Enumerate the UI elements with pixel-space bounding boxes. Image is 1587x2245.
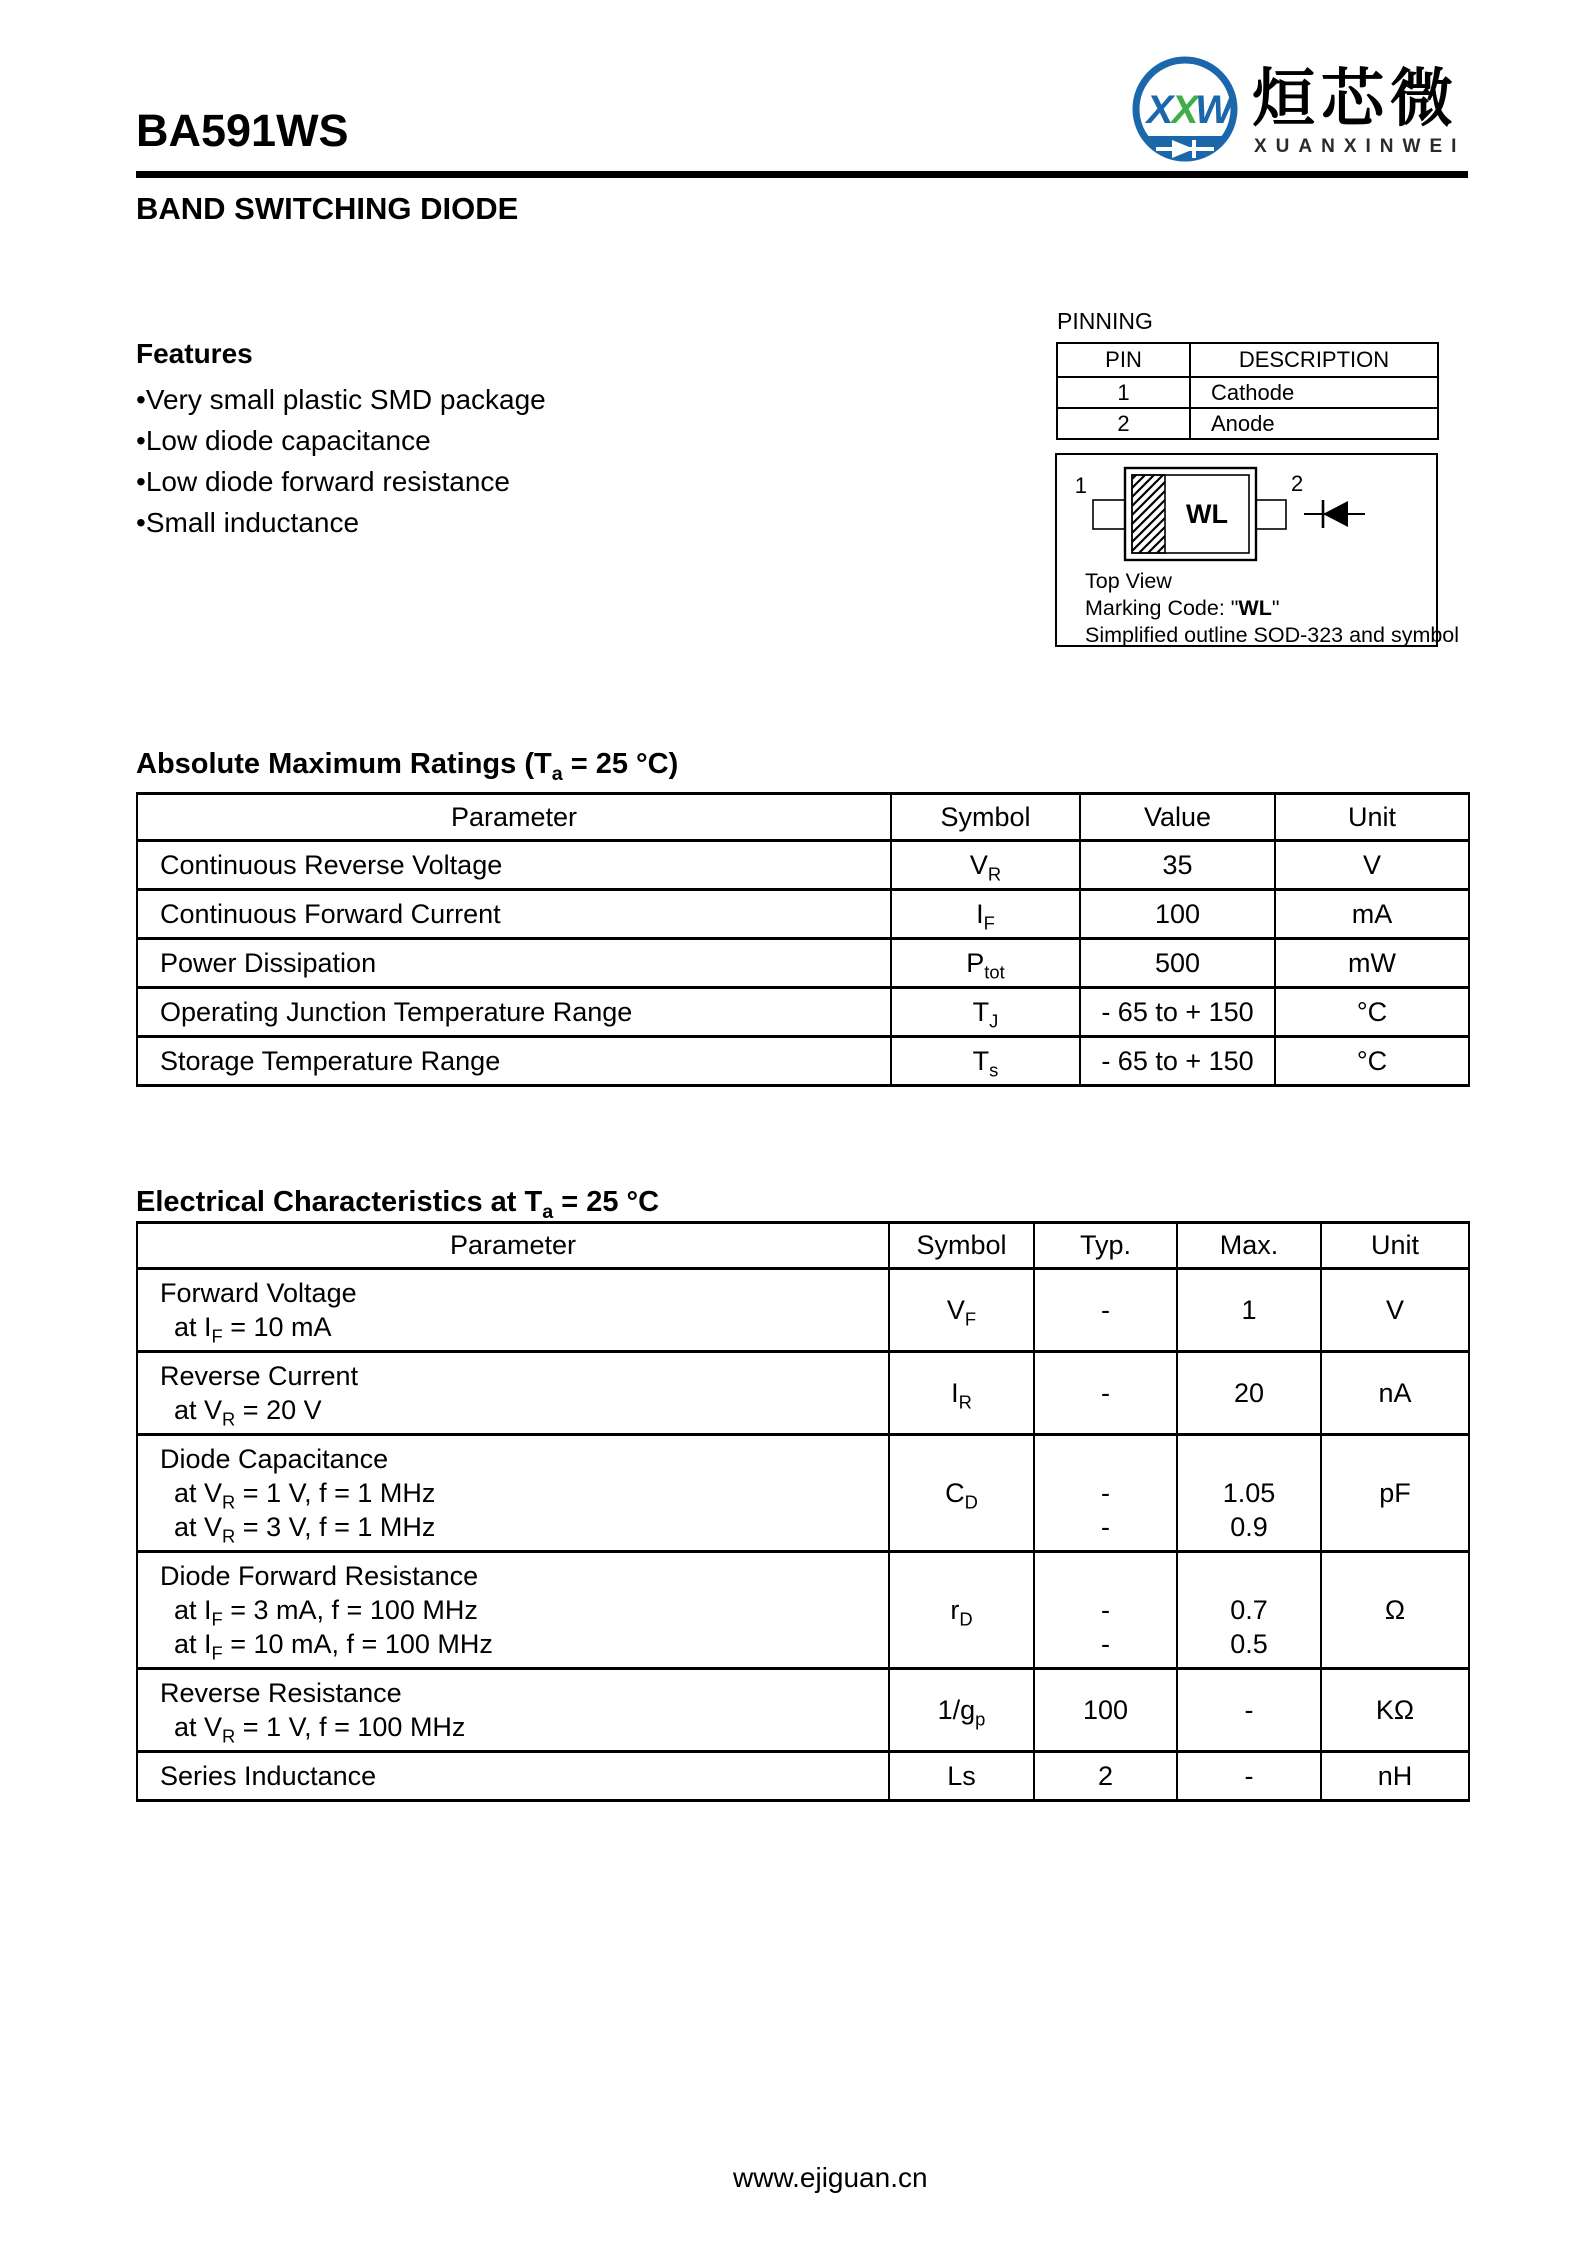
cell-value: - 65 to + 150 [1080, 988, 1275, 1037]
cell-line: 2 [1097, 1761, 1114, 1791]
package-caption-line: Simplified outline SOD-323 and symbol [1085, 623, 1460, 647]
cell-max [1177, 1435, 1321, 1552]
cell-symbol: $I_F$ [891, 890, 1080, 939]
cell-line: - [1101, 1378, 1110, 1408]
table-row [137, 1435, 1469, 1552]
cell-line: Operating Junction Temperature Range [160, 997, 633, 1027]
cell-line: - [1101, 1595, 1110, 1625]
cell-typ [1034, 1352, 1177, 1435]
cell-unit: V [1321, 1269, 1469, 1352]
brand-name-latin: XUANXINWEI [1254, 136, 1466, 157]
page-subtitle: BAND SWITCHING DIODE [136, 191, 519, 226]
pin-column-header: PIN [1057, 343, 1190, 377]
ec-table [136, 1221, 1470, 1802]
cell-unit: V [1275, 841, 1469, 890]
pin2-number: 2 [1291, 471, 1304, 496]
cell-line: Diode Forward Resistance [160, 1561, 479, 1591]
pin-table-header-row [1057, 343, 1438, 377]
cell-line: 0.7 [1230, 1595, 1268, 1625]
cell-symbol: $T_J$ [891, 988, 1080, 1037]
package-outline-drawing [1057, 455, 1436, 565]
cell-parameter [137, 939, 891, 988]
cell-unit: nH [1321, 1752, 1469, 1801]
cell-value: 100 [1080, 890, 1275, 939]
cell-parameter [137, 1352, 889, 1435]
cell-symbol: $V_F$ [889, 1269, 1034, 1352]
column-header: Max. [1177, 1223, 1321, 1269]
cell-max [1177, 1669, 1321, 1752]
cell-line: - [1101, 1478, 1110, 1508]
column-header: Parameter [137, 794, 891, 841]
feature-item: • Low diode forward resistance [136, 461, 546, 502]
cell-line: 20 [1233, 1378, 1265, 1408]
header-rule [136, 171, 1468, 178]
cell-line: - [1101, 1295, 1110, 1325]
cell-typ [1034, 1669, 1177, 1752]
cell-max [1177, 1752, 1321, 1801]
cell-max [1177, 1352, 1321, 1435]
pinning-title: PINNING [1057, 308, 1153, 334]
logo-letter-x2: X [1171, 88, 1199, 132]
cell-unit: pF [1321, 1435, 1469, 1552]
cell-line [1182, 1559, 1316, 1593]
cell-unit: mW [1275, 939, 1469, 988]
table-row [137, 890, 1469, 939]
cell-description: Cathode [1190, 377, 1438, 408]
cell-line: Diode Capacitance [160, 1444, 389, 1474]
part-number: BA591WS [136, 105, 349, 156]
cell-unit: °C [1275, 1037, 1469, 1086]
cell-line: Series Inductance [160, 1761, 377, 1791]
cell-line [1039, 1559, 1172, 1593]
pin-table-row [1057, 377, 1438, 408]
features-title: Features [136, 338, 253, 369]
cell-parameter [137, 988, 891, 1037]
table-row [137, 1037, 1469, 1086]
ec-section-title: Electrical Characteristics at $T_a = 25$ °C [136, 1186, 660, 1223]
cell-line: at $V_R = 1$ V, f = 1 MHz [174, 1478, 436, 1513]
cell-pin: 2 [1057, 408, 1190, 439]
features-section [136, 338, 546, 543]
cell-line: Forward Voltage [160, 1278, 357, 1308]
logo-letter-w: W [1195, 88, 1233, 132]
cell-line: Continuous Forward Current [160, 899, 501, 929]
cell-parameter [137, 841, 891, 890]
amr-table [136, 792, 1470, 1087]
cell-parameter [137, 1435, 889, 1552]
cell-line: - [1101, 1512, 1110, 1542]
cell-parameter [137, 1269, 889, 1352]
cell-parameter [137, 1752, 889, 1801]
column-header: Parameter [137, 1223, 889, 1269]
cell-line: at $V_R = 20$ V [174, 1395, 322, 1430]
column-header: Symbol [891, 794, 1080, 841]
cell-line: Power Dissipation [160, 948, 377, 978]
pin-table-row [1057, 408, 1438, 439]
cell-symbol: $V_R$ [891, 841, 1080, 890]
cell-line: Storage Temperature Range [160, 1046, 501, 1076]
cell-line: at $I_F = 3$ mA, f = 100 MHz [174, 1595, 478, 1630]
column-header: Value [1080, 794, 1275, 841]
cell-line: 100 [1082, 1695, 1129, 1725]
marking-code-label: WL [1186, 499, 1228, 529]
cell-symbol: Ls [889, 1752, 1034, 1801]
cell-typ [1034, 1552, 1177, 1669]
diode-symbol-icon [1304, 500, 1365, 528]
column-header: Unit [1321, 1223, 1469, 1269]
cell-parameter [137, 1037, 891, 1086]
cell-line: 1 [1241, 1295, 1257, 1325]
cell-symbol: $r_D$ [889, 1552, 1034, 1669]
cell-value: 35 [1080, 841, 1275, 890]
amr-header-row [137, 794, 1469, 841]
cell-parameter [137, 890, 891, 939]
cell-typ [1034, 1269, 1177, 1352]
cell-symbol: $C_D$ [889, 1435, 1034, 1552]
table-row [137, 841, 1469, 890]
cell-parameter [137, 1552, 889, 1669]
cell-line [1182, 1442, 1316, 1476]
lead-pin2 [1254, 500, 1286, 529]
table-row [137, 1669, 1469, 1752]
cell-typ [1034, 1435, 1177, 1552]
cell-symbol: $T_s$ [891, 1037, 1080, 1086]
feature-item: • Small inductance [136, 502, 546, 543]
cell-max [1177, 1269, 1321, 1352]
feature-item: • Low diode capacitance [136, 420, 546, 461]
table-row [137, 1269, 1469, 1352]
cell-unit: KΩ [1321, 1669, 1469, 1752]
cell-symbol: $I_R$ [889, 1352, 1034, 1435]
cell-unit: Ω [1321, 1552, 1469, 1669]
column-header: Symbol [889, 1223, 1034, 1269]
package-caption-line: Marking Code: "WL" [1085, 596, 1280, 620]
brand-logo-icon [1126, 54, 1244, 168]
package-figure [1055, 453, 1460, 647]
cell-parameter [137, 1669, 889, 1752]
cell-line: Continuous Reverse Voltage [160, 850, 503, 880]
table-row [137, 939, 1469, 988]
feature-item: • Very small plastic SMD package [136, 379, 546, 420]
cell-line: - [1101, 1629, 1110, 1659]
table-row [137, 1552, 1469, 1669]
package-captions [1085, 568, 1459, 649]
cell-symbol: $1/g_p$ [889, 1669, 1034, 1752]
footer-url: www.ejiguan.cn [733, 2162, 928, 2193]
table-row [137, 988, 1469, 1037]
cell-line: Reverse Current [160, 1361, 359, 1391]
cell-line [1039, 1442, 1172, 1476]
pin-column-header: DESCRIPTION [1190, 343, 1438, 377]
cell-line: 0.5 [1230, 1629, 1268, 1659]
lead-pin1 [1093, 500, 1127, 529]
brand-name-cjk: 烜芯微 [1252, 64, 1459, 134]
cell-symbol: $P_{tot}$ [891, 939, 1080, 988]
features-list [136, 379, 546, 543]
cell-pin: 1 [1057, 377, 1190, 408]
cell-value: - 65 to + 150 [1080, 1037, 1275, 1086]
column-header: Typ. [1034, 1223, 1177, 1269]
cell-line: at $V_R = 3$ V, f = 1 MHz [174, 1512, 436, 1547]
cell-unit: mA [1275, 890, 1469, 939]
cell-line: - [1244, 1761, 1254, 1791]
cell-max [1177, 1552, 1321, 1669]
cell-line: 0.9 [1230, 1512, 1268, 1542]
cell-value: 500 [1080, 939, 1275, 988]
ec-header-row [137, 1223, 1469, 1269]
cell-unit: °C [1275, 988, 1469, 1037]
cathode-band-hatch [1132, 475, 1165, 553]
table-row [137, 1352, 1469, 1435]
table-row [137, 1752, 1469, 1801]
cell-line: at $I_F = 10$ mA, f = 100 MHz [174, 1629, 493, 1664]
pin-table [1056, 342, 1439, 440]
amr-section-title: Absolute Maximum Ratings ($T_a = 25$ °C) [136, 748, 679, 785]
column-header: Unit [1275, 794, 1469, 841]
cell-description: Anode [1190, 408, 1438, 439]
cell-unit: nA [1321, 1352, 1469, 1435]
pin1-number: 1 [1074, 473, 1087, 498]
cell-typ [1034, 1752, 1177, 1801]
cell-line: 1.05 [1222, 1478, 1276, 1508]
cell-line: Reverse Resistance [160, 1678, 402, 1708]
logo-letter-x1: X [1146, 88, 1174, 132]
cell-line: - [1244, 1695, 1254, 1725]
package-caption-line: Top View [1085, 569, 1172, 593]
cell-line: at $I_F = 10$ mA [174, 1312, 332, 1347]
cell-line: at $V_R = 1$ V, f = 100 MHz [174, 1712, 466, 1747]
brand-logo [1126, 50, 1471, 170]
